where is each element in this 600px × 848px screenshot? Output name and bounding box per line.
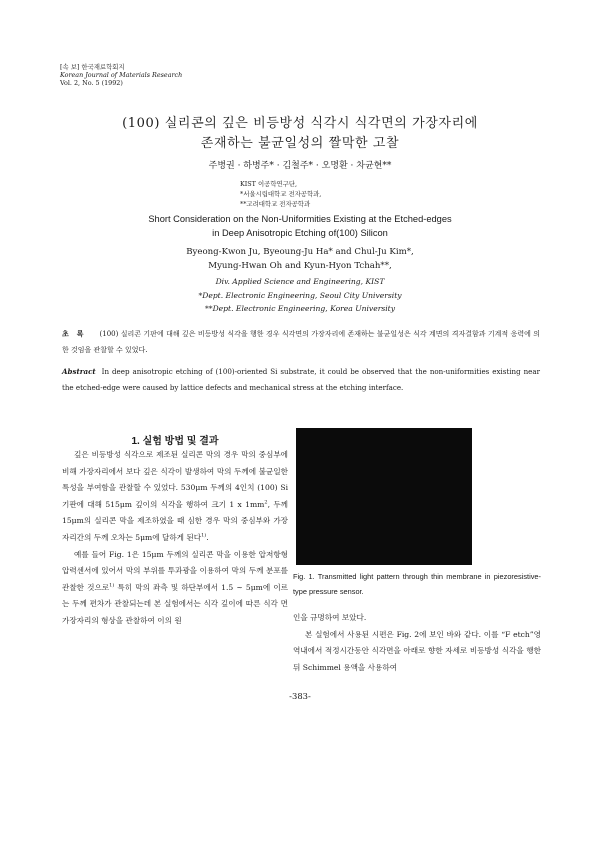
- affiliation-ko-1: KIST 이공학연구단,: [240, 180, 298, 188]
- affiliation-en-2: *Dept. Electronic Engineering, Seoul City University: [198, 290, 402, 300]
- paper-title-ko: [40, 114, 560, 154]
- affiliation-ko-2: *서울시립대학교 전자공학과,: [240, 190, 322, 198]
- para1-text-c: .: [206, 532, 209, 542]
- right-column-paragraph: 본 실험에서 사용된 시편은 Fig. 2에 보인 바와 같다. 이를 “F etch”영역내에서 적정시간동안 식각면을 아래로 향한 자세로 비등방성 식각을 행한뒤 Schimmel 용액을 사용하여: [293, 629, 541, 672]
- abstract-ko-text: (100) 실리콘 기판에 대해 깊은 비등방성 식각을 행한 경우 식각면의 가장자리에 존재하는 불균일성은 식각 계면의 격자결함과 기계적 응력에 의한 것임을 관찰할 수 있었다.: [62, 330, 540, 354]
- journal-volume: Vol. 2, No. 5 (1992): [60, 79, 123, 88]
- figure-1-caption: Fig. 1. Transmitted light pattern through thin membrane in piezoresistive-type pressure sensor.: [293, 572, 541, 596]
- affiliation-en-3: **Dept. Electronic Engineering, Korea University: [204, 304, 396, 313]
- para1-superscript: 2: [264, 499, 268, 506]
- affiliation-en-1: Div. Applied Science and Engineering, KIST: [215, 277, 385, 286]
- right-column: [293, 610, 541, 676]
- authors-en-line-1: Byeong-Kwon Ju, Byeoung-Ju Ha* and Chul-Ju Kim*,: [186, 247, 414, 257]
- para1-text-b: , 두께 15μm의 실리콘 막을 제조하였을 때 심한 경우 막의 중심부와 가장자리간의 두께 오차는 5μm에 달하게 된다: [62, 499, 289, 542]
- affiliations-en: [40, 275, 560, 316]
- abstract-en-text: In deep anisotropic etching of (100)-oriented Si substrate, it could be observed that the non-uniformities existing near the etched-edge were caused by lattice defects and mechanical stress at the etching interface.: [62, 367, 540, 392]
- paper-title-en: [40, 212, 560, 240]
- para1-text-a: 깊은 비등방성 식각으로 제조된 실리콘 막의 경우 막의 중심부에 비해 가장자리에서 보다 깊은 식각이 발생하여 막의 두께에 불균일한 특성을 부여함을 관찰할 수 있었다. 530μm 두께의 4인치 (100) Si 기판에 대해 515μm 깊이의 식각을 행하여 크기 1 x 1mm: [62, 450, 288, 509]
- para2-text-a: 예를 들어 Fig. 1은 15μm 두께의 실리콘 막을 이용한 압저항형 압력센서에 있어서 막의 부위를 투과광을 이용하여 막의 두께 분포를 관찰한 것으로: [62, 549, 288, 592]
- figure-1-image: [296, 428, 472, 565]
- right-column-line-1: 인을 규명하여 보았다.: [293, 613, 367, 622]
- abstract-en: [62, 364, 540, 396]
- abstract-ko: [62, 326, 540, 358]
- title-en-line-1: Short Consideration on the Non-Uniformities Existing at the Etched-edges: [148, 214, 452, 224]
- affiliation-ko-3: **고려대학교 전자공학과: [240, 200, 311, 208]
- title-en-line-2: in Deep Anisotropic Etching of(100) Silicon: [212, 228, 388, 238]
- authors-en: [40, 245, 560, 273]
- affiliations-ko: [240, 179, 321, 209]
- para2-text-b: 특히 막의 좌측 및 하단부에서 1.5 ~ 5μm에 이르는 두께 편차가 관찰되는데 본 실험에서는 식각 깊이에 따른 식각 면 가장자리의 형상을 관찰하여 이의 원: [62, 582, 288, 625]
- paragraph-2: [62, 547, 288, 630]
- journal-name-en: Korean Journal of Materials Research: [60, 71, 183, 80]
- title-ko-line-1: (100) 실리콘의 깊은 비등방성 식각시 식각면의 가장자리에: [122, 116, 478, 131]
- para1-reference: 1): [201, 532, 207, 539]
- abstract-en-label: Abstract: [62, 367, 96, 376]
- journal-name-ko: [속 보] 한국재료학회지: [60, 63, 125, 71]
- para2-reference: 1): [109, 582, 115, 589]
- title-ko-line-2: 존재하는 불균일성의 짤막한 고찰: [200, 136, 400, 151]
- paragraph-1: [62, 447, 288, 547]
- section-heading: 1. 실험 방법 및 결과: [131, 436, 219, 447]
- abstract-ko-label: 초록: [62, 329, 92, 338]
- journal-header: [60, 63, 182, 88]
- page-number: -383-: [289, 691, 311, 701]
- left-column: [62, 447, 288, 630]
- authors-ko: 주병권 · 하병주* · 김철주* · 오명환 · 차균현**: [208, 161, 392, 171]
- authors-en-line-2: Myung-Hwan Oh and Kyun-Hyon Tchah**,: [208, 261, 392, 271]
